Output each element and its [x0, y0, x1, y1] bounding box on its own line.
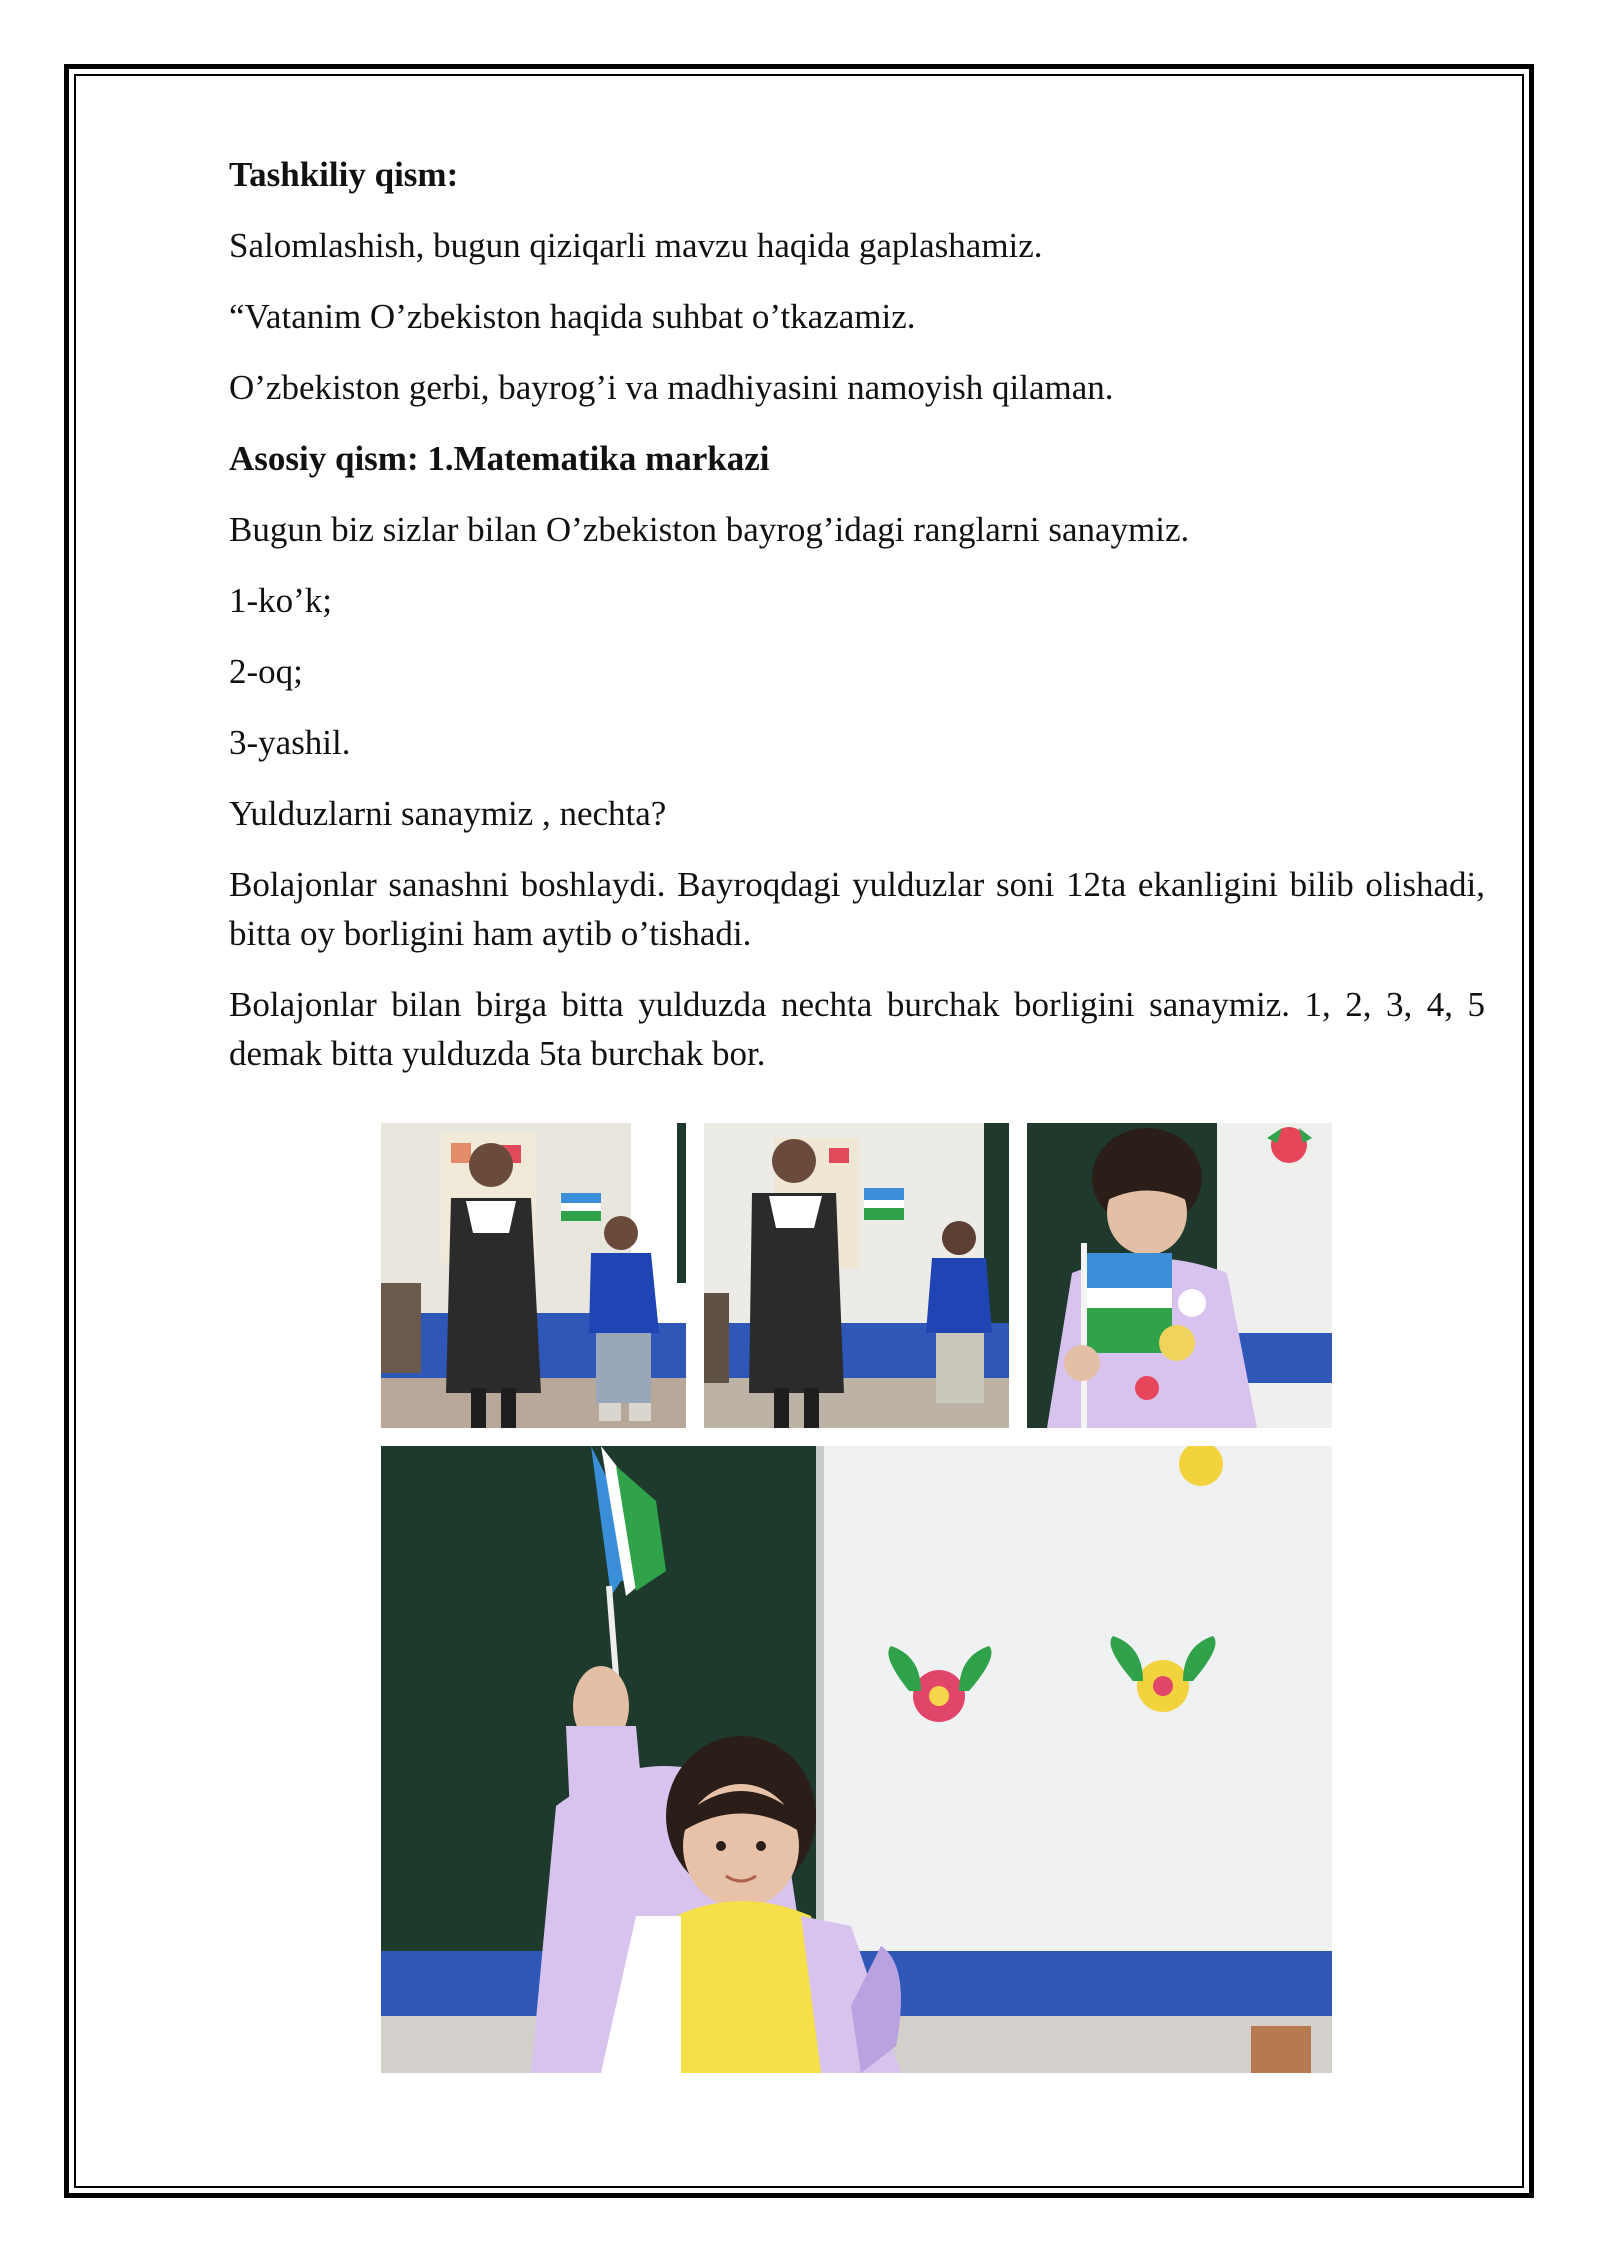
paragraph-star-corners: Bolajonlar bilan birga bitta yulduzda nechta burchak borligini sanaymiz. 1, 2, 3, 4, 5 demak bitta yulduzda 5ta burchak bor.: [229, 985, 1485, 1073]
paragraph-topic: “Vatanim O’zbekiston haqida suhbat o’tkazamiz.: [229, 297, 916, 336]
photo-collage: [381, 1123, 1335, 2075]
photo-teacher-and-boy-1: [381, 1123, 686, 1428]
heading-asosiy-qism: Asosiy qism: 1.Matematika markazi: [229, 439, 770, 478]
photo-girl-with-flag-closeup: [1027, 1123, 1332, 1428]
paragraph-count-stars: Yulduzlarni sanaymiz , nechta?: [229, 794, 667, 833]
list-item-color-3: 3-yashil.: [229, 723, 351, 762]
paragraph-greeting: Salomlashish, bugun qiziqarli mavzu haqida gaplashamiz.: [229, 226, 1043, 265]
paragraph-symbols: O’zbekiston gerbi, bayrog’i va madhiyasini namoyish qilaman.: [229, 368, 1114, 407]
heading-tashkiliy-qism: Tashkiliy qism:: [229, 155, 459, 194]
photo-teacher-and-boy-2: [704, 1123, 1009, 1428]
paragraph-count-colors: Bugun biz sizlar bilan O’zbekiston bayrog’idagi ranglarni sanaymiz.: [229, 510, 1190, 549]
photo-girl-raising-flag: [381, 1446, 1332, 2073]
list-item-color-2: 2-oq;: [229, 652, 303, 691]
paragraph-stars-result: Bolajonlar sanashni boshlaydi. Bayroqdagi yulduzlar soni 12ta ekanligini bilib olishadi, bitta oy borligini ham aytib o’tishadi.: [229, 865, 1485, 953]
document-body: [229, 150, 1485, 1100]
list-item-color-1: 1-ko’k;: [229, 581, 333, 620]
